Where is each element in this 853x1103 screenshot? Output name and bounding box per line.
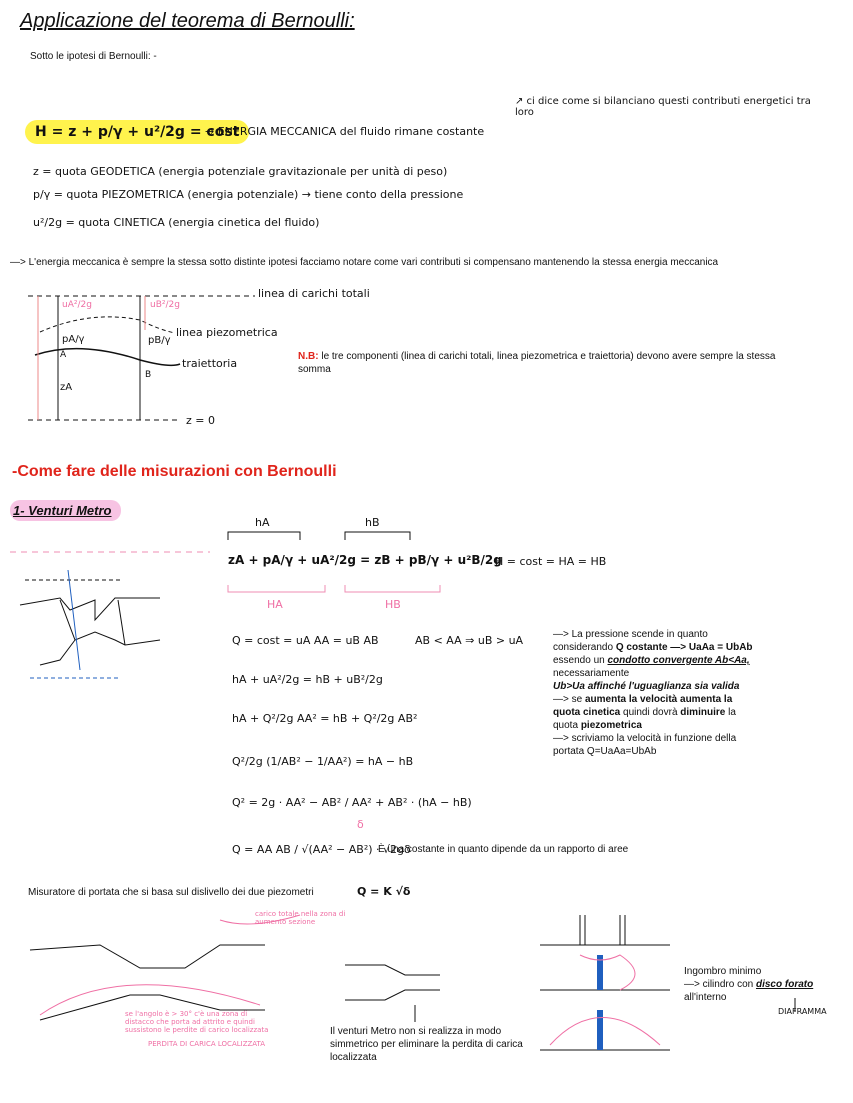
explain-l1: —> La pressione scende in quanto bbox=[553, 629, 708, 640]
cilindro-b: disco forato bbox=[755, 979, 814, 990]
eq4: Q²/2g (1/AB² − 1/AA²) = hA − hB bbox=[232, 755, 414, 768]
venturi-pipe-bottom bbox=[40, 632, 160, 665]
venturi-pipe-top bbox=[20, 598, 160, 620]
explain-l7d: la bbox=[725, 707, 736, 718]
nb-label: N.B: bbox=[298, 351, 319, 362]
explain-l7a: quota cinetica bbox=[553, 707, 621, 718]
H-eq: H = cost = HA = HB bbox=[495, 555, 607, 568]
note-right: ↗ ci dice come si bilanciano questi contributi energetici tra loro bbox=[515, 96, 811, 118]
bracket-top-b bbox=[345, 532, 410, 540]
pink-top-note: carico totale nella zona di aumento sezione bbox=[255, 910, 346, 926]
diaframma-label: DIAFRAMMA bbox=[778, 1007, 827, 1016]
intro-text: Sotto le ipotesi di Bernoulli: - bbox=[30, 51, 157, 62]
label-trajectory: traiettoria bbox=[182, 357, 238, 370]
flow-meter-note: Misuratore di portata che si basa sul dislivello dei due piezometri bbox=[28, 887, 314, 898]
label-piezo: linea piezometrica bbox=[176, 326, 278, 339]
term-p: p/γ = quota PIEZOMETRICA (energia potenziale) → tiene conto della pressione bbox=[33, 188, 464, 201]
eq3: hA + Q²/2g AA² = hB + Q²/2g AB² bbox=[232, 712, 418, 725]
pink-bottom-note: se l'angolo è > 30° c'è una zona di distacco che porta ad attrito e quindi sussistono le perdite di carico localizzata bbox=[125, 1010, 269, 1034]
label-total-head: linea di carichi totali bbox=[258, 287, 370, 300]
explain-l7c: diminuire bbox=[680, 707, 726, 718]
explanation bbox=[553, 628, 793, 758]
explain-l2b: Q costante —> UaAa = UbAb bbox=[615, 642, 753, 653]
explain-l4: necessariamente bbox=[553, 668, 630, 679]
explain-l5-text: Ub>Ua affinché l'uguaglianza sia valida bbox=[553, 681, 740, 692]
bracket-ha bbox=[228, 585, 325, 592]
venturi-cone bbox=[60, 600, 125, 645]
label-z-zero: z = 0 bbox=[186, 414, 215, 427]
venturi-asym-note: Il venturi Metro non si realizza in modo simmetrico per eliminare la perdita di carica localizzata bbox=[330, 1026, 523, 1063]
explain-l3b: condotto convergente Ab<Aa, bbox=[607, 655, 750, 666]
explain-l3a: essendo un bbox=[553, 655, 608, 666]
label-ua: uA²/2g bbox=[62, 300, 92, 310]
cilindro-a: —> cilindro con bbox=[684, 979, 756, 990]
label-HA: HA bbox=[267, 598, 283, 611]
label-hb: hB bbox=[365, 516, 380, 529]
label-ha: hA bbox=[255, 516, 270, 529]
eq5-mark: δ bbox=[357, 818, 364, 831]
explain-l5 bbox=[553, 680, 793, 693]
bracket-hb bbox=[345, 585, 440, 592]
explain-l7 bbox=[553, 706, 793, 719]
explain-l10: portata Q=UaAa=UbAb bbox=[553, 746, 657, 757]
main-formula: H = z + p/γ + u²/2g = cost bbox=[25, 120, 249, 144]
term-u: u²/2g = quota CINETICA (energia cinetica del fluido) bbox=[33, 216, 320, 229]
term-z: z = quota GEODETICA (energia potenziale gravitazionale per unità di peso) bbox=[33, 165, 448, 178]
explain-l9: —> scriviamo la velocità in funzione della bbox=[553, 733, 737, 744]
eq-q: Q = cost = uA AA = uB AB bbox=[232, 634, 379, 647]
explain-l2a: considerando bbox=[553, 642, 616, 653]
interno-note: all'interno bbox=[684, 992, 727, 1003]
label-a: A bbox=[60, 350, 67, 360]
explain-l8b: piezometrica bbox=[580, 720, 642, 731]
page-title: Applicazione del teorema di Bernoulli: bbox=[20, 10, 355, 32]
explain-l8a: quota bbox=[553, 720, 581, 731]
section-title: -Come fare delle misurazioni con Bernoulli bbox=[12, 463, 337, 480]
label-HB: HB bbox=[385, 598, 401, 611]
ingombro-note: Ingombro minimo bbox=[684, 966, 762, 977]
energy-note: —> L'energia meccanica è sempre la stessa sotto distinte ipotesi facciamo notare come vari contributi si compensano mantenendo la stessa energia meccanica bbox=[10, 257, 719, 268]
explain-l2 bbox=[553, 641, 793, 654]
explain-l6 bbox=[553, 693, 793, 706]
explain-l6b: aumenta la velocità aumenta la bbox=[584, 694, 733, 705]
pink-last-note: PERDITA DI CARICA LOCALIZZATA bbox=[148, 1040, 266, 1048]
orifice2-pink bbox=[550, 1018, 660, 1046]
orifice-disk-2 bbox=[597, 1010, 603, 1050]
eq6: Q = AA AB / √(AA² − AB²) · √2gδ bbox=[232, 843, 411, 856]
constant-note: È una costante in quanto dipende da un rapporto di aree bbox=[378, 844, 629, 855]
label-ub: uB²/2g bbox=[150, 300, 180, 310]
label-za: zA bbox=[60, 382, 73, 393]
piezo-line bbox=[40, 317, 175, 333]
nb-text: le tre componenti (linea di carichi totali, linea piezometrica e traiettoria) devono avere sempre la stessa somma bbox=[298, 351, 776, 375]
main-formula-desc: → ENERGIA MECCANICA del fluido rimane costante bbox=[205, 125, 485, 138]
label-pa: pA/γ bbox=[62, 334, 85, 345]
eq1: zA + pA/γ + uA²/2g = zB + pB/γ + u²B/2g bbox=[228, 553, 502, 567]
trajectory-line bbox=[35, 349, 180, 366]
cilindro-note bbox=[684, 978, 813, 991]
explain-l8 bbox=[553, 719, 793, 732]
subsection-title: 1- Venturi Metro bbox=[10, 500, 121, 521]
small-venturi bbox=[345, 965, 440, 1000]
bottom-pipe-top bbox=[30, 945, 265, 968]
explain-l7b: quindi dovrà bbox=[620, 707, 681, 718]
bracket-top-a bbox=[228, 532, 300, 540]
eq5-text: Q² = 2g · AA² − AB² / AA² + AB² · (hA − hB) bbox=[232, 796, 472, 809]
eq2: hA + uA²/2g = hB + uB²/2g bbox=[232, 673, 383, 686]
flow-formula: Q = K √δ bbox=[357, 885, 411, 898]
nb-note bbox=[298, 350, 798, 376]
label-b: B bbox=[145, 370, 152, 380]
orifice-pink bbox=[580, 955, 635, 990]
venturi-blue-line bbox=[68, 570, 80, 670]
eq-ab: AB < AA ⇒ uB > uA bbox=[415, 634, 524, 647]
explain-l3 bbox=[553, 654, 793, 667]
eq5 bbox=[232, 796, 472, 809]
explain-l6a: —> se bbox=[553, 694, 585, 705]
label-pb: pB/γ bbox=[148, 335, 171, 346]
